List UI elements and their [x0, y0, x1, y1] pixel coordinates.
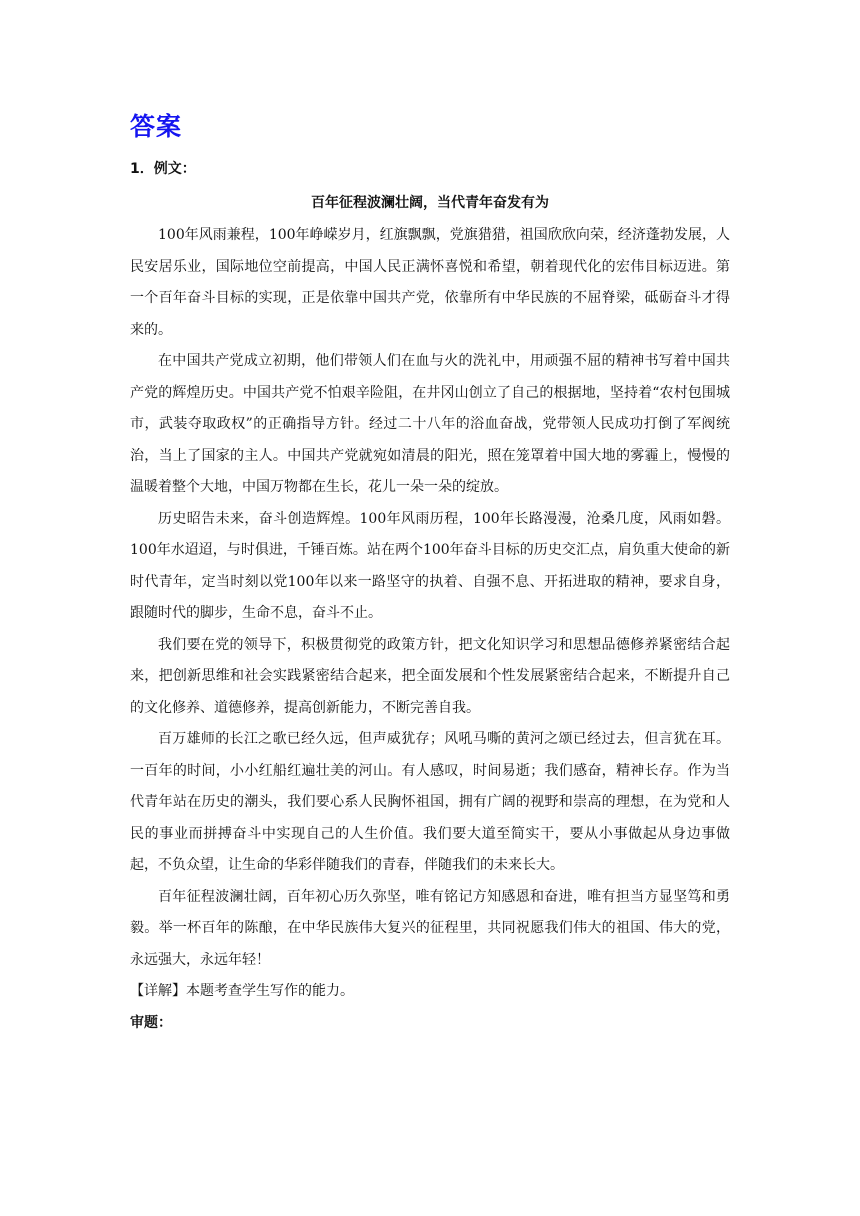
essay-paragraph-3: 历史昭告未来，奋斗创造辉煌。100年风雨历程，100年长路漫漫，沧桑几度，风雨如磐。100年水迢迢，与时俱进，千锤百炼。站在两个100年奋斗目标的历史交汇点，肩负重大使命的新时代青年，定当时刻以党100年以来一路坚守的执着、自强不息、开拓进取的精神，要求自身，跟随时代的脚步，生命不息，奋斗不止。	[130, 510, 730, 621]
essay-paragraph-1: 100年风雨兼程，100年峥嵘岁月，红旗飘飘，党旗猎猎，祖国欣欣向荣，经济蓬勃发展，人民安居乐业，国际地位空前提高，中国人民正满怀喜悦和希望，朝着现代化的宏伟目标迈进。第一个百年奋斗目标的实现，正是依靠中国共产党，依靠所有中华民族的不屈脊梁，砥砺奋斗才得来的。	[130, 227, 730, 338]
question-item-label: 1．例文：	[130, 161, 196, 177]
answer-heading: 答案	[130, 112, 183, 141]
essay-paragraph-6: 百年征程波澜壮阔，百年初心历久弥坚，唯有铭记方知感恩和奋进，唯有担当方显坚笃和勇毅。举一杯百年的陈酿，在中华民族伟大复兴的征程里，共同祝愿我们伟大的祖国、伟大的党，永远强大，永远年轻！	[130, 888, 730, 968]
document-page	[130, 108, 730, 1039]
essay-paragraph-2: 在中国共产党成立初期，他们带领人们在血与火的洗礼中，用顽强不屈的精神书写着中国共产党的辉煌历史。中国共产党不怕艰辛险阻，在井冈山创立了自己的根据地，坚持着“农村包围城市，武装夺取政权”的正确指导方针。经过二十八年的浴血奋战，党带领人民成功打倒了军阀统治，当上了国家的主人。中国共产党就宛如清晨的阳光，照在笼罩着中国大地的雾霾上，慢慢的温暖着整个大地，中国万物都在生长，花儿一朵一朵的绽放。	[130, 353, 730, 495]
review-subheading: 审题：	[130, 1014, 172, 1031]
essay-paragraph-5: 百万雄师的长江之歌已经久远，但声威犹存；风吼马嘶的黄河之颂已经过去，但言犹在耳。一百年的时间，小小红船红遍壮美的河山。有人感叹，时间易逝；我们感奋，精神长存。作为当代青年站在历史的潮头，我们要心系人民胸怀祖国，拥有广阔的视野和崇高的理想，在为党和人民的事业而拼搏奋斗中实现自己的人生价值。我们要大道至简实干，要从小事做起从身边事做起，不负众望，让生命的华彩伴随我们的青春，伴随我们的未来长大。	[130, 731, 730, 873]
essay-paragraph-4: 我们要在党的领导下，积极贯彻党的政策方针，把文化知识学习和思想品德修养紧密结合起来，把创新思维和社会实践紧密结合起来，把全面发展和个性发展紧密结合起来，不断提升自己的文化修养、道德修养，提高创新能力，不断完善自我。	[130, 636, 730, 716]
essay-body	[130, 220, 730, 976]
detail-explanation: 【详解】本题考查学生写作的能力。	[130, 983, 354, 999]
essay-title: 百年征程波澜壮阔，当代青年奋发有为	[311, 195, 549, 211]
